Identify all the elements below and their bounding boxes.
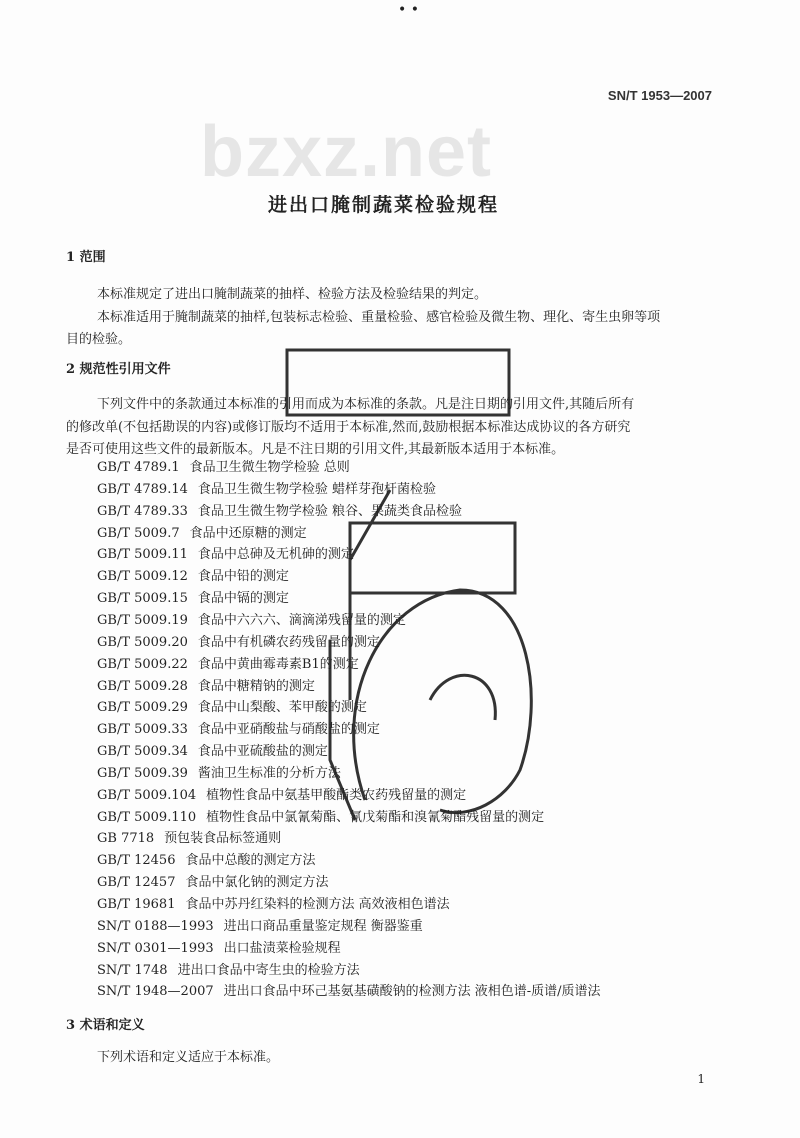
reference-title: 植物性食品中氯氰菊酯、氰戊菊酯和溴氰菊酯残留量的测定 [206, 809, 545, 825]
reference-item [97, 831, 281, 847]
reference-item [97, 984, 601, 1000]
reference-title: 进出口食品中寄生虫的检验方法 [177, 962, 360, 978]
reference-code: GB/T 5009.110 [97, 809, 197, 825]
reference-item [97, 722, 380, 738]
reference-code: SN/T 0188—1993 [97, 918, 214, 934]
paragraph-line: 是否可使用这些文件的最新版本。凡是不注日期的引用文件,其最新版本适用于本标准。 [66, 442, 565, 457]
page-number: 1 [697, 1072, 705, 1086]
reference-code: GB 7718 [97, 831, 155, 847]
paragraph-line: 目的检验。 [66, 332, 132, 347]
scan-marks: • • [398, 2, 419, 18]
reference-code: GB/T 4789.1 [97, 460, 180, 475]
standard-number: SN/T 1953—2007 [607, 88, 712, 103]
section-heading: 1 范围 [66, 250, 106, 265]
reference-title: 进出口商品重量鉴定规程 衡器鉴重 [223, 918, 423, 934]
reference-item [97, 547, 354, 563]
reference-code: GB/T 5009.15 [97, 591, 188, 607]
reference-title: 食品中总砷及无机砷的测定 [197, 547, 354, 563]
reference-item [97, 853, 316, 869]
reference-code: GB/T 5009.39 [97, 765, 188, 781]
reference-title: 食品中有机磷农药残留量的测定 [197, 634, 380, 650]
reference-item [97, 941, 341, 957]
reference-title: 食品中总酸的测定方法 [185, 853, 316, 869]
reference-code: GB/T 5009.11 [97, 547, 188, 563]
reference-title: 食品中苏丹红染料的检测方法 高效液相色谱法 [185, 897, 450, 912]
reference-title: 进出口食品中环己基氨基磺酸钠的检测方法 液相色谱-质谱/质谱法 [223, 984, 601, 1000]
reference-code: GB/T 5009.29 [97, 700, 188, 716]
reference-title: 食品中氯化钠的测定方法 [185, 875, 329, 891]
reference-item [97, 875, 329, 891]
section-heading: 3 术语和定义 [66, 1018, 145, 1033]
reference-code: GB/T 5009.20 [97, 634, 188, 650]
reference-code: GB/T 5009.12 [97, 569, 188, 585]
reference-code: GB/T 19681 [97, 897, 176, 912]
reference-code: GB/T 4789.33 [97, 503, 188, 519]
reference-item [97, 591, 289, 607]
reference-code: GB/T 5009.33 [97, 722, 188, 738]
reference-item [97, 526, 307, 542]
reference-title: 食品卫生微生物学检验 总则 [189, 460, 350, 475]
reference-code: SN/T 1748 [97, 962, 168, 978]
reference-title: 食品中还原糖的测定 [189, 525, 307, 541]
reference-title: 食品中亚硝酸盐与硝酸盐的测定 [197, 722, 380, 738]
reference-item [97, 569, 289, 585]
reference-title: 预包装食品标签通则 [164, 831, 282, 847]
reference-code: GB/T 4789.14 [97, 481, 188, 497]
reference-item [97, 919, 423, 935]
reference-title: 食品中亚硫酸盐的测定 [197, 744, 328, 760]
reference-code: SN/T 1948—2007 [97, 984, 214, 1000]
reference-item [97, 788, 466, 804]
reference-item [97, 766, 341, 782]
reference-code: GB/T 5009.104 [97, 787, 197, 803]
section-heading: 2 规范性引用文件 [66, 362, 171, 377]
reference-item [97, 460, 350, 476]
reference-code: GB/T 5009.22 [97, 656, 188, 672]
paragraph-line: 的修改单(不包括勘误的内容)或修订版均不适用于本标准,然而,鼓励根据本标准达成协议的各方研究 [66, 420, 631, 435]
reference-item [97, 635, 380, 651]
reference-item [97, 744, 328, 760]
paragraph-line: 下列术语和定义适应于本标准。 [97, 1050, 280, 1065]
reference-title: 出口盐渍菜检验规程 [223, 940, 341, 956]
reference-title: 食品中糖精钠的测定 [197, 678, 315, 694]
reference-title: 植物性食品中氨基甲酸酯类农药残留量的测定 [206, 787, 467, 803]
reference-code: GB/T 12456 [97, 853, 176, 869]
reference-title: 食品中铅的测定 [197, 569, 289, 585]
watermark: bzxz.net [200, 112, 493, 192]
reference-item [97, 700, 367, 716]
document-title: 进出口腌制蔬菜检验规程 [268, 194, 500, 216]
reference-code: GB/T 5009.19 [97, 612, 188, 628]
paragraph-line: 下列文件中的条款通过本标准的引用而成为本标准的条款。凡是注日期的引用文件,其随后所有 [97, 397, 635, 412]
reference-title: 食品中山梨酸、苯甲酸的测定 [197, 700, 367, 716]
reference-title: 食品卫生微生物学检验 蜡样芽孢杆菌检验 [197, 481, 437, 497]
paragraph-line: 本标准规定了进出口腌制蔬菜的抽样、检验方法及检验结果的判定。 [97, 287, 488, 302]
reference-code: GB/T 12457 [97, 875, 176, 891]
reference-item [97, 482, 436, 498]
reference-title: 食品中黄曲霉毒素B1的测定 [197, 656, 359, 672]
reference-item [97, 897, 450, 913]
reference-item [97, 613, 406, 629]
reference-title: 酱油卫生标准的分析方法 [197, 765, 341, 781]
reference-item [97, 504, 462, 520]
paragraph-line: 本标准适用于腌制蔬菜的抽样,包装标志检验、重量检验、感官检验及微生物、理化、寄生虫卵等项 [97, 310, 661, 325]
reference-code: GB/T 5009.7 [97, 525, 180, 541]
reference-item [97, 963, 360, 979]
reference-item [97, 657, 359, 673]
reference-item [97, 810, 544, 826]
reference-title: 食品卫生微生物学检验 粮谷、果蔬类食品检验 [197, 503, 463, 519]
reference-code: SN/T 0301—1993 [97, 940, 214, 956]
reference-title: 食品中六六六、滴滴涕残留量的测定 [197, 612, 406, 628]
reference-item [97, 679, 315, 695]
reference-title: 食品中镉的测定 [197, 591, 289, 607]
reference-code: GB/T 5009.28 [97, 678, 188, 694]
reference-code: GB/T 5009.34 [97, 744, 188, 760]
